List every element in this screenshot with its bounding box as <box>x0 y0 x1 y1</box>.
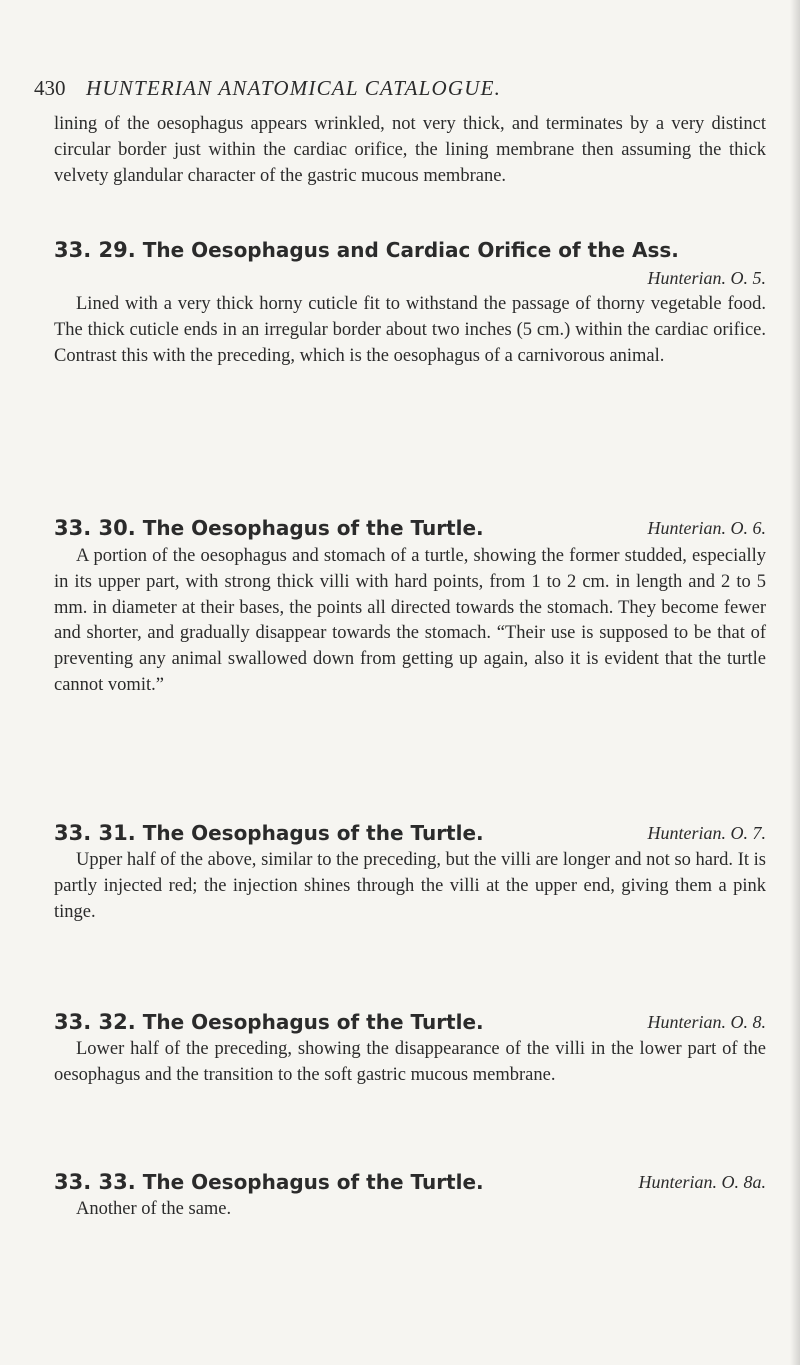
intro-paragraph-text: lining of the oesophagus appears wrinkled, not very thick, and terminates by a very distinct circular border just within the cardiac orifice, the lining membrane then assuming the thick velvety glandular character of the gastric mucous membrane. <box>54 114 766 186</box>
entry-heading <box>54 818 766 848</box>
entry-description <box>54 1037 766 1089</box>
entry-title: The Oesophagus of the Turtle. <box>142 516 484 540</box>
entry-reference: Hunterian. O. 8. <box>647 1012 766 1032</box>
entry-description-text: Another of the same. <box>76 1199 232 1219</box>
entry-description-text: A portion of the oesophagus and stomach of a turtle, showing the former studded, especially in its upper part, with strong thick villi with hard points, from 1 to 2 cm. in length and 2 to 5 mm. in diameter at their bases, the points all directed towards the stomach. They become fewer and shorter, and gradually disappear towards the stomach. “Their use is supposed to be that of preventing any animal swallowed down from getting up again, also it is evident that the turtle cannot vomit.” <box>54 546 766 695</box>
entry-title: The Oesophagus of the Turtle. <box>142 1170 484 1194</box>
entry-number: 33. 29. <box>54 238 136 262</box>
entry-description <box>54 544 766 699</box>
entry-reference: Hunterian. O. 8a. <box>638 1172 766 1192</box>
entry-description <box>54 1197 766 1223</box>
entry-reference: Hunterian. O. 6. <box>647 518 766 538</box>
entry-title: The Oesophagus of the Turtle. <box>142 1010 484 1034</box>
intro-paragraph <box>54 112 766 189</box>
running-head <box>34 76 754 100</box>
entry-description-text: Lined with a very thick horny cuticle fit to withstand the passage of thorny vegetable food. The thick cuticle ends in an irregular border about two inches (5 cm.) within the cardiac orifice. Contrast this with the preceding, which is the oesophagus of a carnivorous animal. <box>54 294 766 366</box>
entry-number: 33. 31. <box>54 821 136 845</box>
entry-heading <box>54 1167 766 1197</box>
entry-title: The Oesophagus of the Turtle. <box>142 821 484 845</box>
entry-reference: Hunterian. O. 5. <box>647 268 766 288</box>
entry-description <box>54 292 766 369</box>
entry-description-text: Lower half of the preceding, showing the disappearance of the villi in the lower part of the oesophagus and the transition to the soft gastric mucous membrane. <box>54 1039 766 1085</box>
entry-heading <box>54 235 766 265</box>
entry-title: The Oesophagus and Cardiac Orifice of the Ass. <box>142 238 679 262</box>
entry-number: 33. 32. <box>54 1010 136 1034</box>
entry-description-text: Upper half of the above, similar to the preceding, but the villi are longer and not so hard. It is partly injected red; the injection shines through the villi at the upper end, giving them a pink tinge. <box>54 850 766 922</box>
entry-reference: Hunterian. O. 7. <box>647 823 766 843</box>
entry-number: 33. 33. <box>54 1170 136 1194</box>
entry-number: 33. 30. <box>54 516 136 540</box>
running-head-title: HUNTERIAN ANATOMICAL CATALOGUE. <box>86 76 502 100</box>
entry-description <box>54 848 766 925</box>
page-number: 430 <box>34 76 66 100</box>
entry-heading <box>54 513 766 543</box>
entry-heading <box>54 1007 766 1037</box>
page-edge-shadow <box>790 0 800 1365</box>
